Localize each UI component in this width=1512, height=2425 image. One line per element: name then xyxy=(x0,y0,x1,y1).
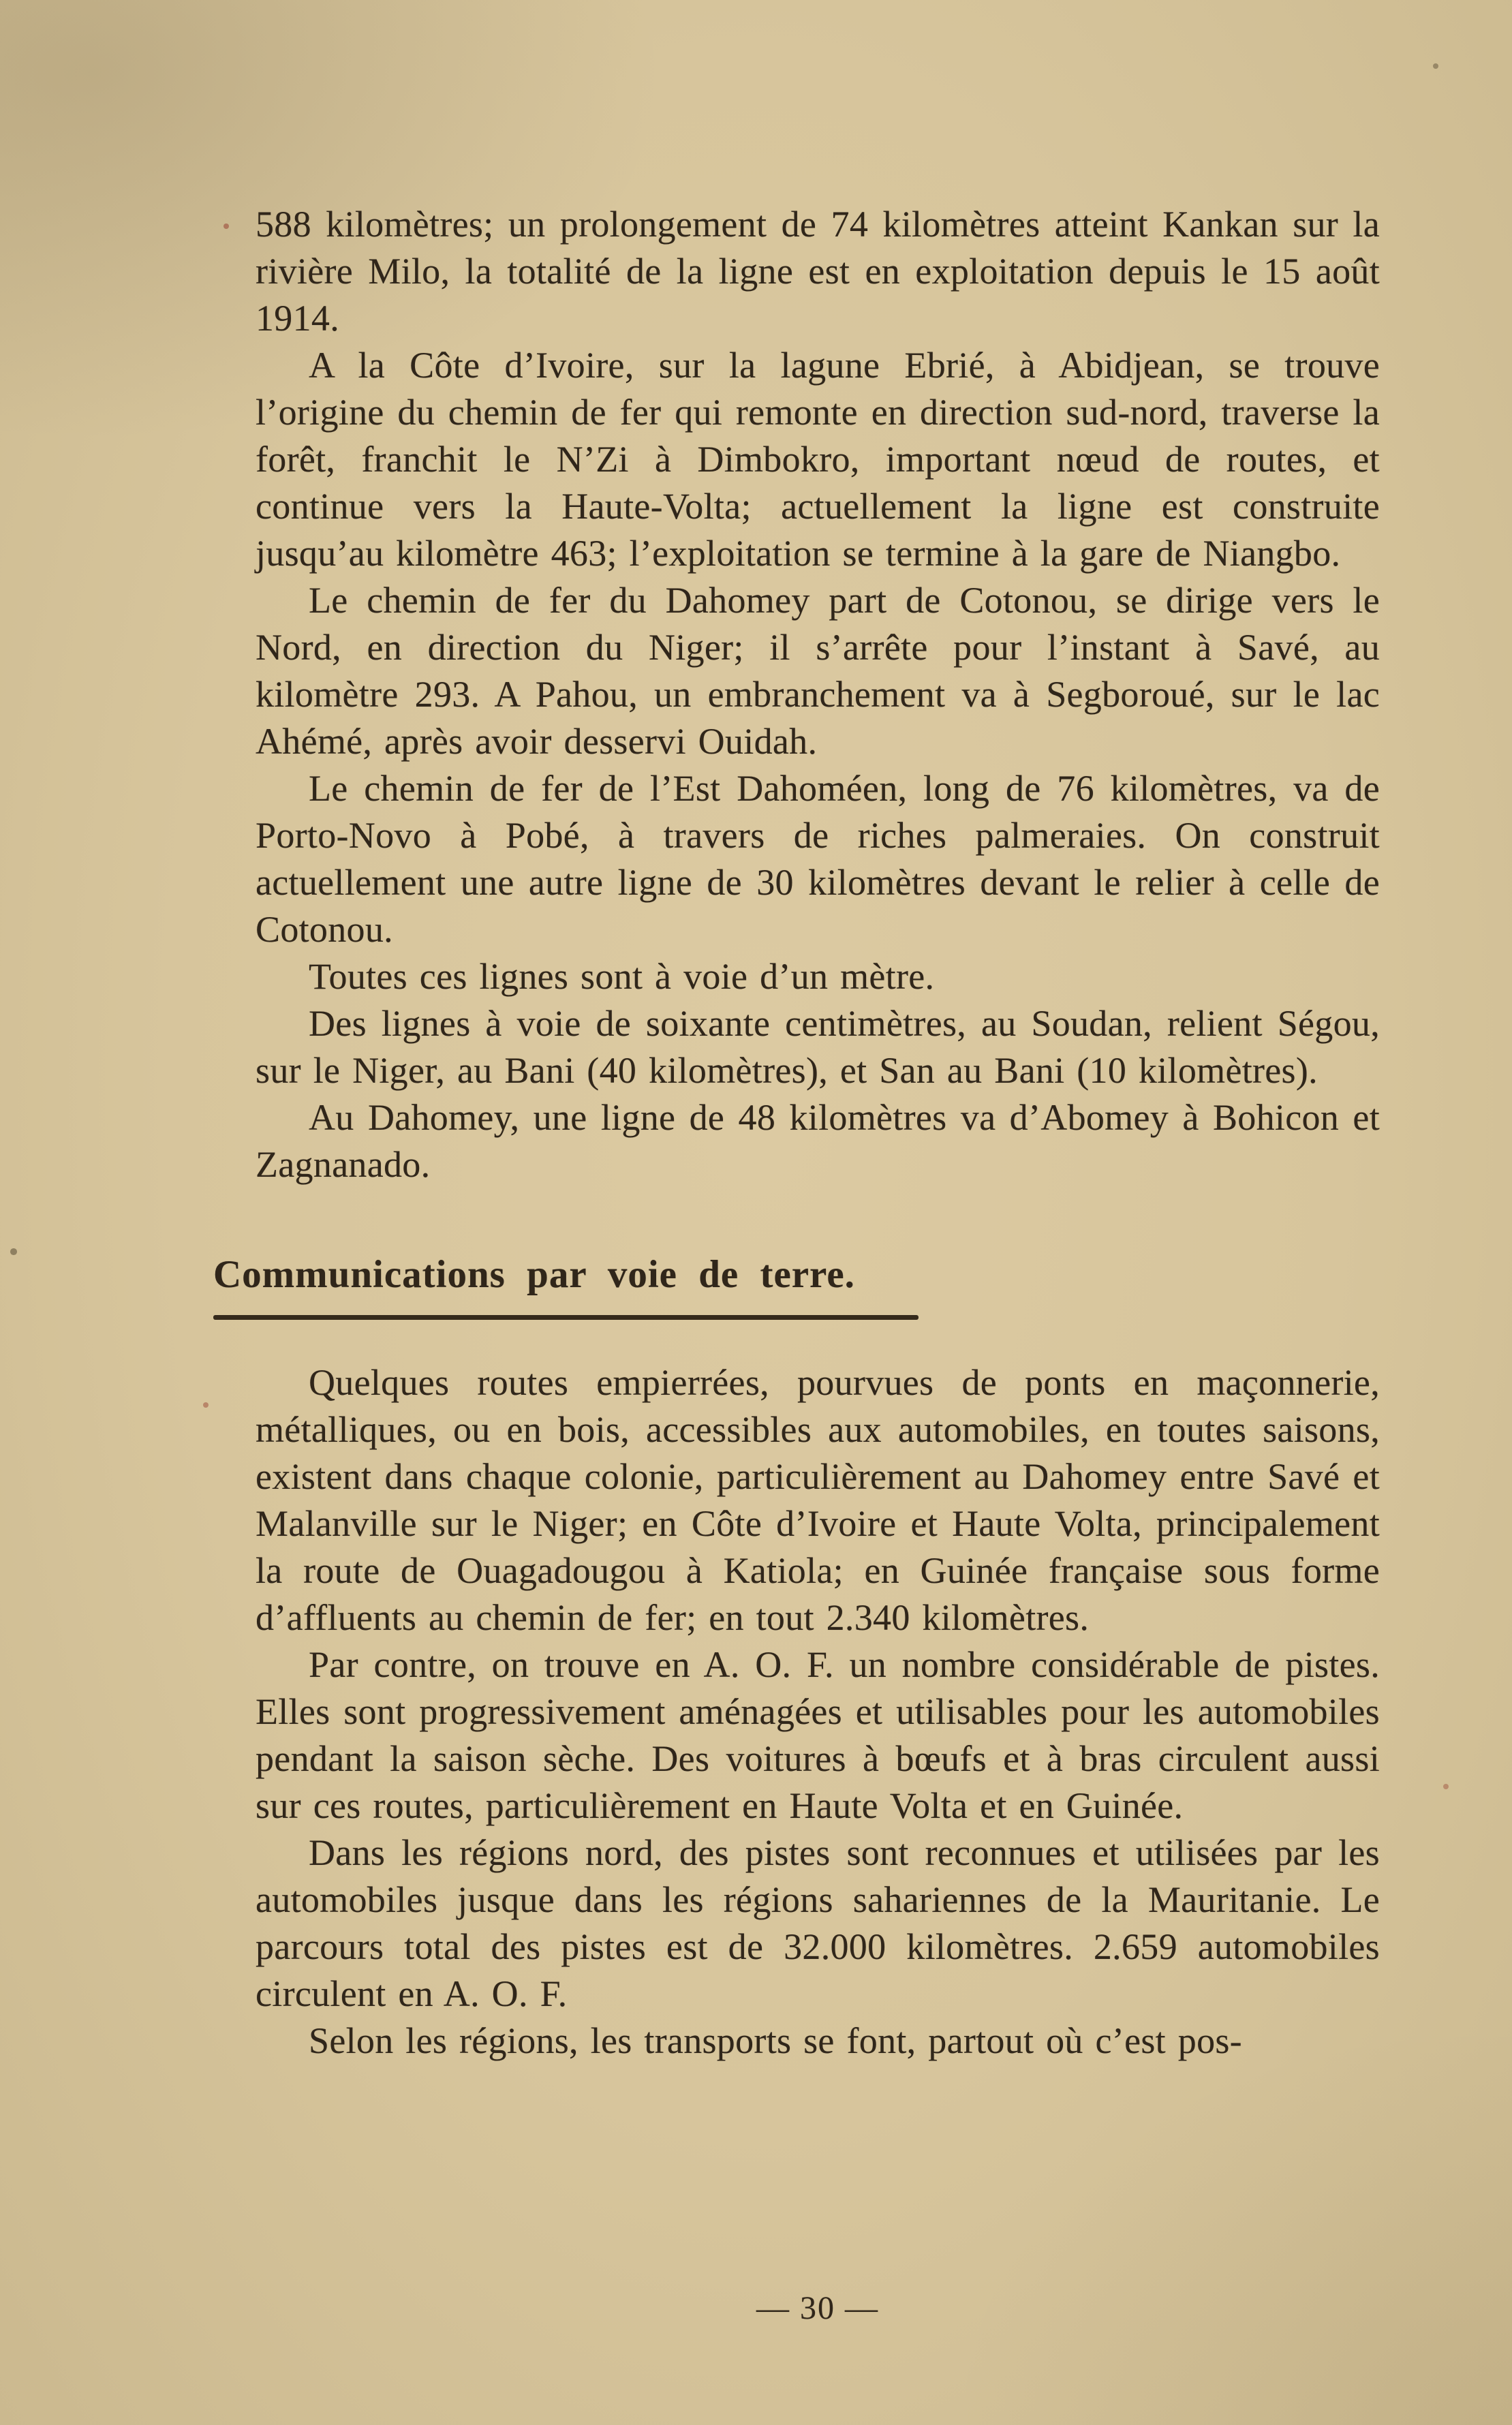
page-number: — 30 — xyxy=(756,2290,879,2326)
paragraph: Par contre, on trouve en A. O. F. un nombre considérable de pistes. Elles sont progressivement aménagées et utilisables pour les automobiles pendant la saison sèche. Des voitures à bœufs et à bras circulent aussi sur ces routes, particulièrement en Haute Volta et en Guinée. xyxy=(256,1644,1380,1826)
paragraph: Selon les régions, les transports se font, partout où c’est pos- xyxy=(309,2020,1242,2061)
section-heading-block xyxy=(213,1251,1380,1320)
paragraph: 588 kilomètres; un prolongement de 74 kilomètres atteint Kankan sur la rivière Milo, la totalité de la ligne est en exploitation depuis le 15 août 1914. xyxy=(256,204,1380,339)
paragraph: Le chemin de fer de l’Est Dahoméen, long de 76 kilomètres, va de Porto-Novo à Pobé, à travers de riches palmeraies. On construit actuellement une autre ligne de 30 kilomètres devant le relier à celle de Cotonou. xyxy=(256,768,1380,950)
paper-speck xyxy=(0,0,3,3)
heading-rule xyxy=(213,1315,919,1320)
section-heading: Communications par voie de terre. xyxy=(213,1253,855,1296)
paragraph: Quelques routes empierrées, pourvues de ponts en maçonnerie, métalliques, ou en bois, accessibles aux automobiles, en toutes saisons, existent dans chaque colonie, particulièrement au Dahomey entre Savé et Malanville sur le Niger; en Côte d’Ivoire et Haute Volta, principalement la route de Ouagadougou à Katiola; en Guinée française sous forme d’affluents au chemin de fer; en tout 2.340 kilomètres. xyxy=(256,1362,1380,1638)
paragraph: A la Côte d’Ivoire, sur la lagune Ebrié, à Abidjean, se trouve l’origine du chemin de fer qui remonte en direction sud-nord, traverse la forêt, franchit le N’Zi à Dimbokro, important nœud de routes, et continue vers la Haute-Volta; actuellement la ligne est construite jusqu’au kilomètre 463; l’exploitation se termine à la gare de Niangbo. xyxy=(256,345,1380,574)
paragraph: Dans les régions nord, des pistes sont reconnues et utilisées par les automobiles jusque dans les régions sahariennes de la Mauritanie. Le parcours total des pistes est de 32.000 kilomètres. 2.659 automobiles circulent en A. O. F. xyxy=(256,1832,1380,2014)
paragraph: Au Dahomey, une ligne de 48 kilomètres va d’Abomey à Bohicon et Zagnanado. xyxy=(256,1097,1380,1185)
text-column xyxy=(213,201,1380,2065)
paragraph: Le chemin de fer du Dahomey part de Cotonou, se dirige vers le Nord, en direction du Niger; il s’arrête pour l’instant à Savé, au kilomètre 293. A Pahou, un embranchement va à Segboroué, sur le lac Ahémé, après avoir desservi Ouidah. xyxy=(256,580,1380,762)
paragraph: Des lignes à voie de soixante centimètres, au Soudan, relient Ségou, sur le Niger, au Bani (40 kilomètres), et San au Bani (10 kilomètres). xyxy=(256,1003,1380,1091)
paragraph: Toutes ces lignes sont à voie d’un mètre. xyxy=(309,956,935,997)
